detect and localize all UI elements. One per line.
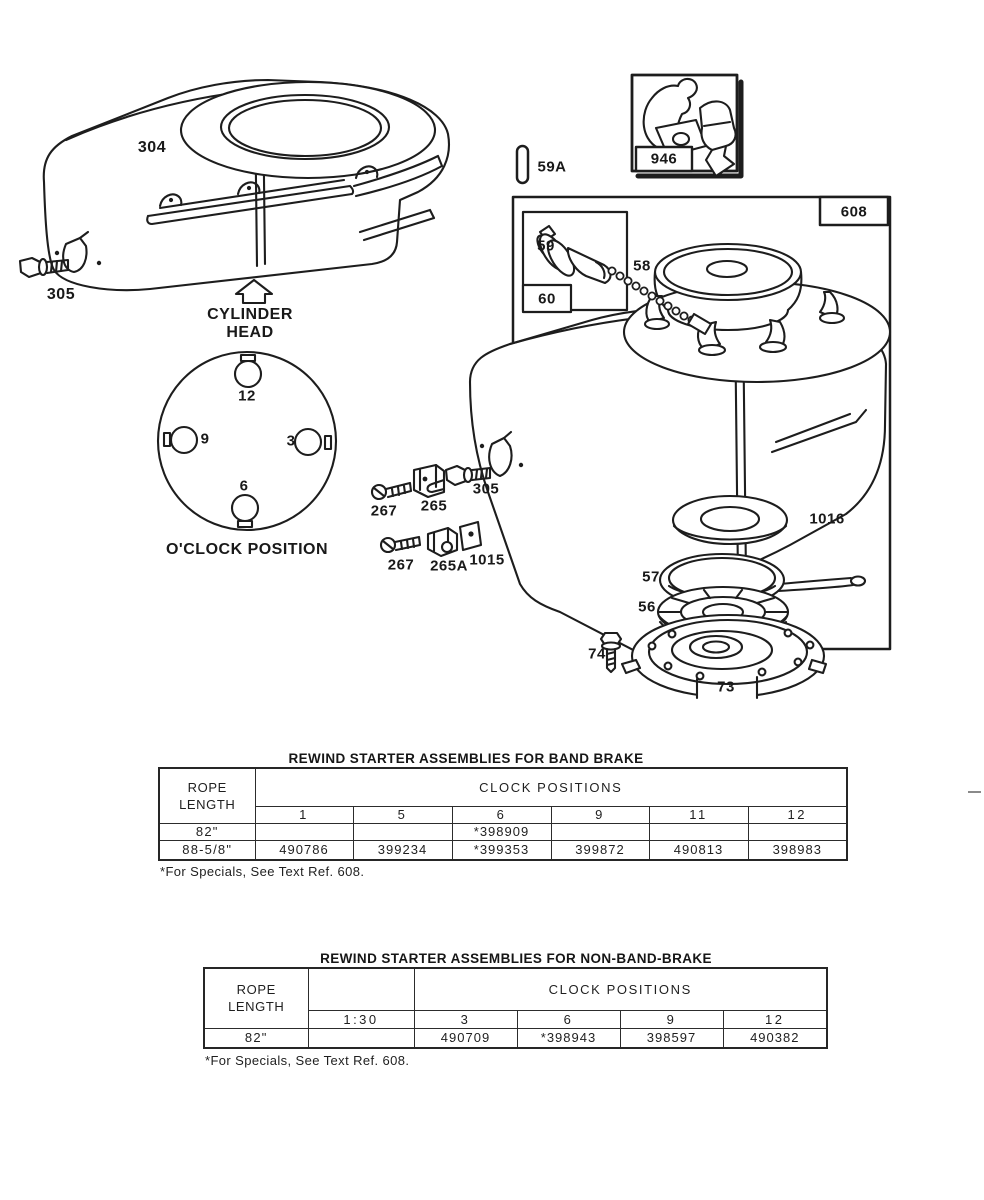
table-cell: *399353 bbox=[452, 840, 551, 860]
non-band-brake-footnote: *For Specials, See Text Ref. 608. bbox=[205, 1053, 410, 1068]
callout-608: 608 bbox=[840, 203, 868, 221]
oclock-position-caption: O'CLOCK POSITION bbox=[165, 541, 329, 558]
clock-9-label: 9 bbox=[200, 430, 210, 448]
screw-267-bottom-drawing bbox=[381, 537, 420, 552]
col-header: 9 bbox=[620, 1010, 723, 1028]
clamp-box-946-drawing bbox=[632, 75, 741, 176]
table-cell: *398909 bbox=[452, 823, 551, 840]
clock-positions-header: CLOCK POSITIONS bbox=[414, 968, 827, 1010]
clock-12-label: 12 bbox=[238, 387, 256, 405]
cylinder-head-label bbox=[207, 306, 293, 342]
washer-1016-drawing bbox=[673, 496, 787, 544]
callout-946: 946 bbox=[650, 150, 678, 168]
band-brake-table-title: REWIND STARTER ASSEMBLIES FOR BAND BRAKE bbox=[288, 751, 644, 766]
col-header: 12 bbox=[748, 806, 847, 823]
up-arrow-icon bbox=[236, 280, 272, 303]
blank-header-cell bbox=[308, 968, 414, 1010]
table-cell: *398943 bbox=[517, 1028, 620, 1048]
table-row bbox=[159, 840, 847, 860]
callout-304: 304 bbox=[137, 139, 167, 156]
table-cell: 490786 bbox=[255, 840, 353, 860]
callout-58: 58 bbox=[633, 257, 651, 275]
callout-59A: 59A bbox=[537, 158, 567, 176]
table-row bbox=[159, 768, 847, 806]
table-cell: 398983 bbox=[748, 840, 847, 860]
col-header: 5 bbox=[353, 806, 452, 823]
col-header: 11 bbox=[649, 806, 748, 823]
rope-length-value: 82" bbox=[159, 823, 255, 840]
band-brake-footnote: *For Specials, See Text Ref. 608. bbox=[160, 864, 365, 879]
cylinder-head-line1: CYLINDER bbox=[207, 306, 293, 323]
table-cell: 399234 bbox=[353, 840, 452, 860]
table-cell: 399872 bbox=[551, 840, 649, 860]
non-band-brake-table-title: REWIND STARTER ASSEMBLIES FOR NON-BAND-BRAKE bbox=[320, 951, 712, 966]
callout-305-upper: 305 bbox=[46, 286, 76, 303]
clip-265-drawing bbox=[414, 465, 444, 497]
table-cell bbox=[353, 823, 452, 840]
rope-length-value: 88-5/8" bbox=[159, 840, 255, 860]
rope-pin-59A-drawing bbox=[517, 146, 528, 183]
table-cell: 490709 bbox=[414, 1028, 517, 1048]
callout-57: 57 bbox=[642, 568, 660, 586]
callout-267-top: 267 bbox=[370, 502, 398, 520]
plate-1015-drawing bbox=[460, 522, 481, 550]
table-row bbox=[159, 806, 847, 823]
callout-1016: 1016 bbox=[809, 510, 845, 528]
callout-74: 74 bbox=[588, 645, 606, 663]
table-cell: 490382 bbox=[723, 1028, 827, 1048]
clock-3-label: 3 bbox=[286, 432, 296, 450]
col-header: 6 bbox=[517, 1010, 620, 1028]
rope-length-value: 82" bbox=[204, 1028, 308, 1048]
table-row bbox=[204, 968, 827, 1010]
col-header: 6 bbox=[452, 806, 551, 823]
table-row bbox=[159, 823, 847, 840]
col-header: 1 bbox=[255, 806, 353, 823]
callout-265: 265 bbox=[420, 497, 448, 515]
clock-position-dial-drawing bbox=[158, 352, 336, 530]
callout-267-bottom: 267 bbox=[387, 556, 415, 574]
band-brake-table bbox=[158, 767, 848, 861]
callout-60: 60 bbox=[538, 290, 556, 308]
table-cell bbox=[748, 823, 847, 840]
table-row bbox=[204, 1028, 827, 1048]
col-header: 1:30 bbox=[308, 1010, 414, 1028]
clip-265A-drawing bbox=[428, 528, 457, 556]
page-edge-tick bbox=[968, 791, 981, 793]
table-cell bbox=[255, 823, 353, 840]
rope-handle-59-drawing bbox=[534, 226, 611, 283]
col-header: 12 bbox=[723, 1010, 827, 1028]
table-cell bbox=[308, 1028, 414, 1048]
callout-59: 59 bbox=[537, 237, 555, 255]
callout-265A: 265A bbox=[430, 557, 468, 575]
blower-housing-304-drawing bbox=[44, 80, 449, 290]
table-cell bbox=[649, 823, 748, 840]
screw-267-top-drawing bbox=[372, 483, 411, 499]
table-cell: 490813 bbox=[649, 840, 748, 860]
clock-positions-header: CLOCK POSITIONS bbox=[255, 768, 847, 806]
callout-73: 73 bbox=[717, 678, 735, 696]
rope-length-header: ROPE LENGTH bbox=[204, 968, 308, 1028]
cylinder-head-line2: HEAD bbox=[226, 324, 274, 341]
rope-length-header: ROPE LENGTH bbox=[159, 768, 255, 823]
clock-6-label: 6 bbox=[239, 477, 249, 495]
callout-56: 56 bbox=[638, 598, 656, 616]
rewind-starter-top-drawing bbox=[624, 244, 890, 382]
table-cell bbox=[551, 823, 649, 840]
callout-305-lower: 305 bbox=[472, 480, 500, 498]
non-band-brake-table bbox=[203, 967, 828, 1049]
col-header: 3 bbox=[414, 1010, 517, 1028]
col-header: 9 bbox=[551, 806, 649, 823]
table-cell: 398597 bbox=[620, 1028, 723, 1048]
callout-1015: 1015 bbox=[469, 551, 505, 569]
